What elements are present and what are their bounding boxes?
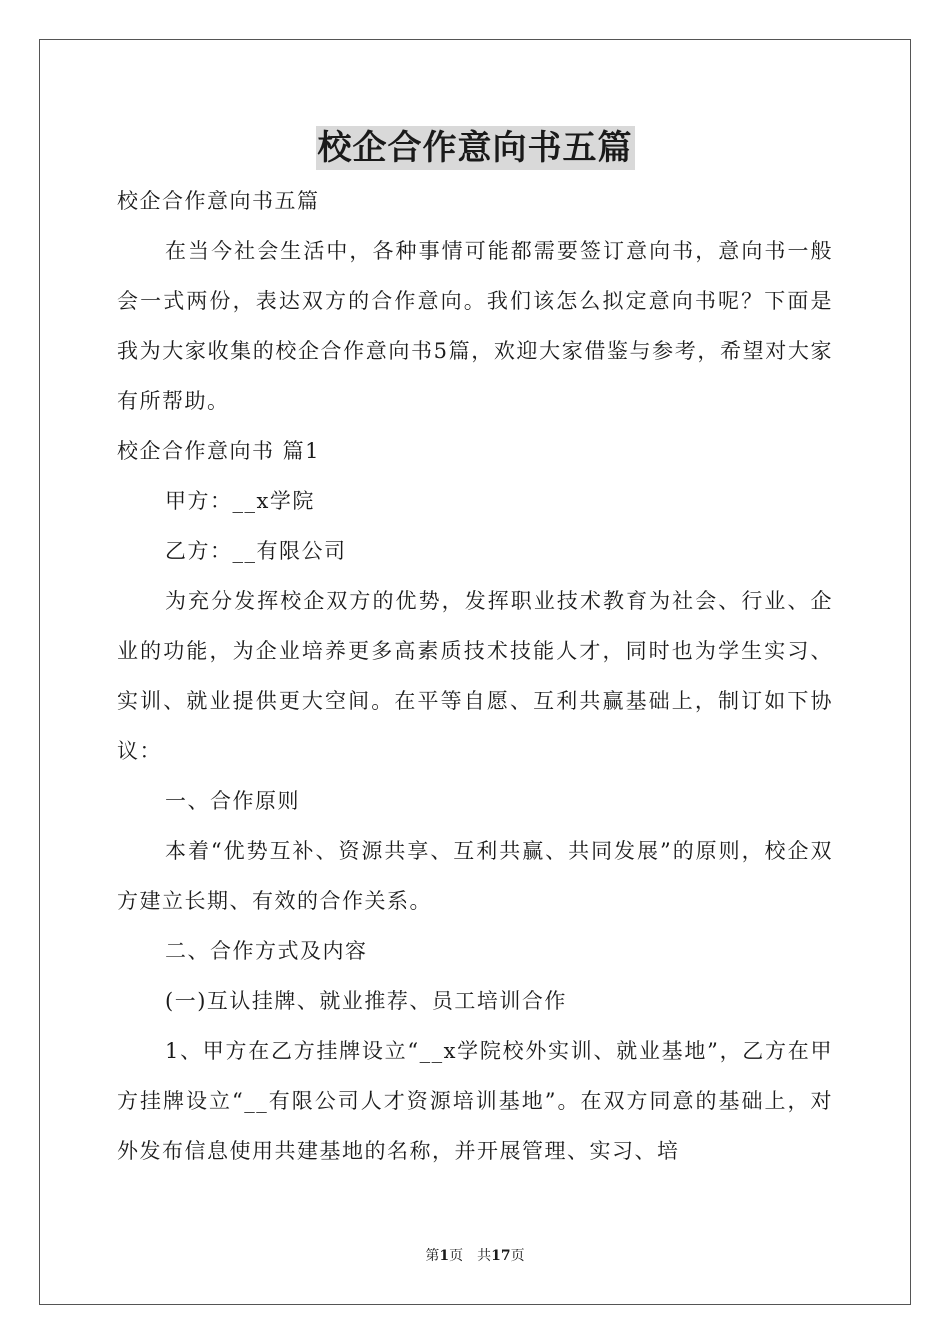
section-heading: 校企合作意向书 篇1 xyxy=(117,439,321,463)
page-total: 17 xyxy=(491,1248,511,1264)
document-title-container xyxy=(0,126,950,170)
party-a: 甲方：__x学院 xyxy=(165,489,315,513)
page-current: 1 xyxy=(439,1248,450,1264)
paragraph: 1、甲方在乙方挂牌设立“__x学院校外实训、就业基地”，乙方在甲方挂牌设立“__有限公司人才资源培训基地”。在双方同意的基础上，对外发布信息使用共建基地的名称，并开展管理、实习、培 xyxy=(117,1039,833,1163)
page-suffix: 页 xyxy=(510,1248,525,1264)
sub-clause-heading: (一)互认挂牌、就业推荐、员工培训合作 xyxy=(165,989,567,1013)
party-b: 乙方：__有限公司 xyxy=(165,539,347,563)
paragraph: 在当今社会生活中，各种事情可能都需要签订意向书，意向书一般会一式两份，表达双方的合作意向。我们该怎么拟定意向书呢？下面是我为大家收集的校企合作意向书5篇，欢迎大家借鉴与参考，希望对大家有所帮助。 xyxy=(117,239,833,413)
clause-heading: 二、合作方式及内容 xyxy=(165,939,368,963)
paragraph: 为充分发挥校企双方的优势，发挥职业技术教育为社会、行业、企业的功能，为企业培养更多高素质技术技能人才，同时也为学生实习、实训、就业提供更大空间。在平等自愿、互利共赢基础上，制订如下协议： xyxy=(117,589,833,763)
document-body xyxy=(117,176,833,1176)
document-title: 校企合作意向书五篇 xyxy=(317,128,633,168)
clause-heading: 一、合作原则 xyxy=(165,789,300,813)
paragraph: 本着“优势互补、资源共享、互利共赢、共同发展”的原则，校企双方建立长期、有效的合作关系。 xyxy=(117,839,833,913)
page-prefix: 第 xyxy=(425,1248,440,1264)
page-mid: 页 共 xyxy=(449,1248,492,1264)
paragraph: 校企合作意向书五篇 xyxy=(117,189,320,213)
page-footer xyxy=(0,1246,950,1266)
